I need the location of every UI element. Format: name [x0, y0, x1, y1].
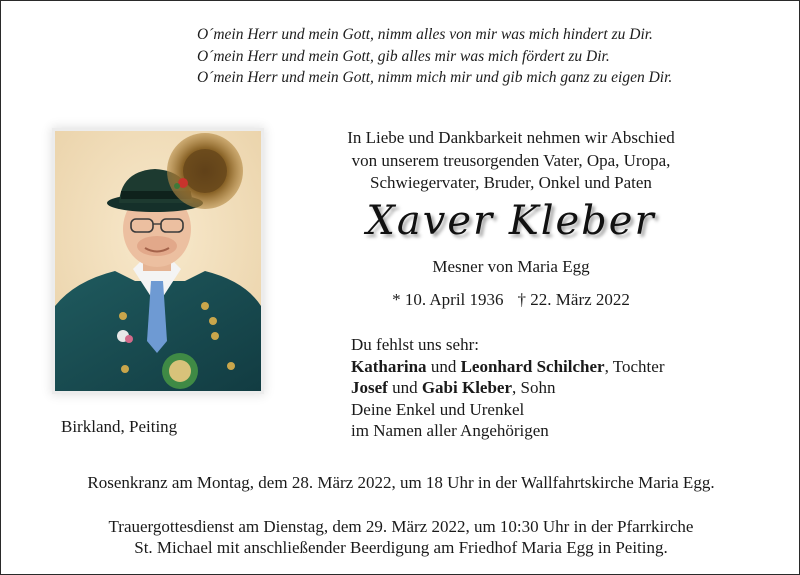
prayer-line: O´mein Herr und mein Gott, gib alles mir was mich fördert zu Dir.: [197, 47, 610, 65]
conjunction: und: [426, 356, 461, 376]
deceased-role: Mesner von Maria Egg: [432, 257, 590, 276]
mourner-line: Deine Enkel und Urenkel: [351, 399, 525, 419]
mourner-name: Leonhard Schilcher: [460, 356, 605, 376]
conjunction: und: [387, 378, 422, 397]
mourner-line: [351, 377, 664, 399]
funeral-line: Trauergottesdienst am Dienstag, dem 29. März 2022, um 10:30 Uhr in der Pfarrkirche: [108, 517, 694, 536]
death-date: † 22. März 2022: [517, 290, 630, 309]
prayer-line: O´mein Herr und mein Gott, nimm alles von mir was mich hindert zu Dir.: [197, 26, 653, 43]
relationship: , Tochter: [604, 356, 665, 376]
farewell-line: Schwiegervater, Bruder, Onkel und Paten: [370, 173, 652, 192]
rosary-info: Rosenkranz am Montag, dem 28. März 2022, um 18 Uhr in der Wallfahrtskirche Maria Egg.: [87, 473, 715, 492]
funeral-service-info: [1, 516, 800, 558]
life-dates: [311, 290, 711, 310]
birth-date: * 10. April 1936: [392, 290, 504, 309]
mourner-name: Josef: [351, 378, 388, 397]
mourner-name: Gabi Kleber: [421, 378, 513, 397]
residence-location: Birkland, Peiting: [61, 417, 178, 436]
farewell-line: In Liebe und Dankbarkeit nehmen wir Abschied: [347, 128, 675, 147]
mourner-line: im Namen aller Angehörigen: [351, 421, 549, 440]
mourners-list: [351, 334, 664, 442]
relationship: , Sohn: [512, 378, 556, 397]
portrait-photo: [55, 131, 261, 391]
mourner-name: Katharina: [351, 356, 427, 376]
deceased-name: Xaver Kleber: [366, 198, 656, 244]
funeral-line: St. Michael mit anschließender Beerdigung am Friedhof Maria Egg in Peiting.: [134, 538, 668, 557]
mourners-intro: Du fehlst uns sehr:: [351, 335, 479, 354]
mourner-line: [351, 356, 664, 378]
farewell-text: [311, 127, 711, 195]
prayer-line: O´mein Herr und mein Gott, nimm mich mir und gib mich ganz zu eigen Dir.: [197, 69, 673, 86]
farewell-line: von unserem treusorgenden Vater, Opa, Uropa,: [351, 150, 671, 170]
prayer-quote: [197, 24, 672, 89]
